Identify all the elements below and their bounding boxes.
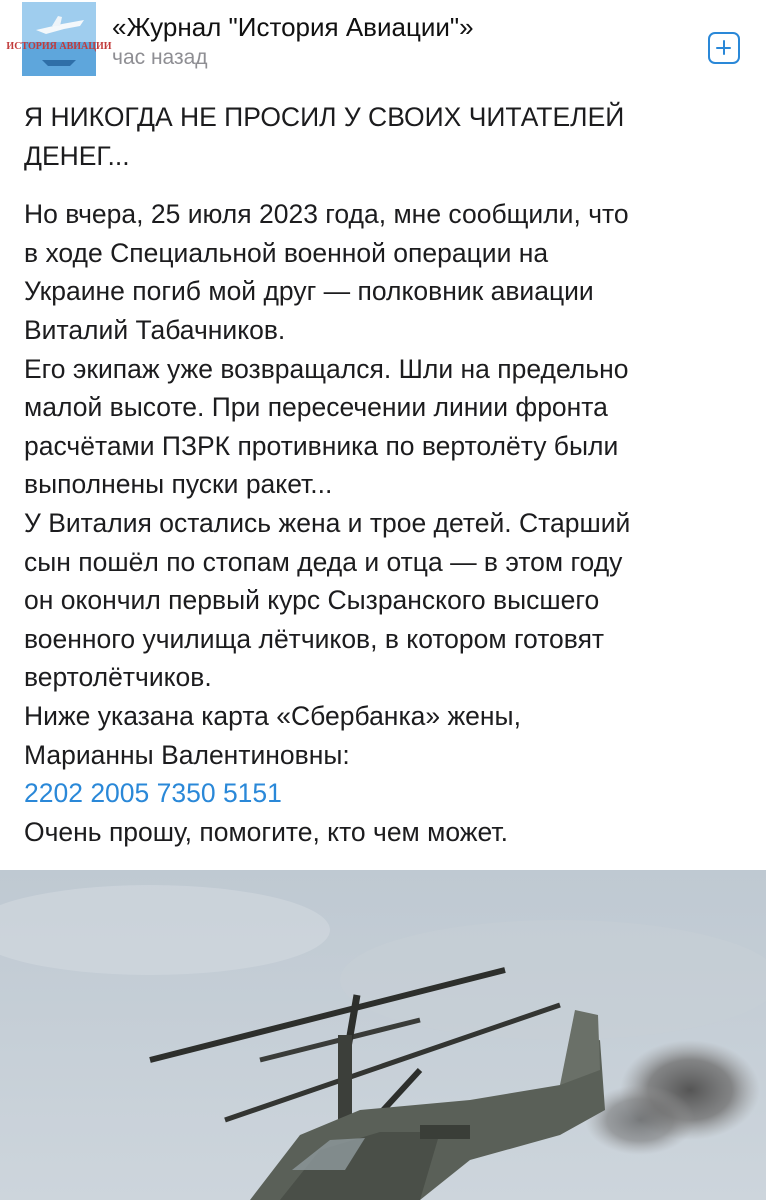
post-body-line: выполнены пуски ракет...: [24, 469, 333, 500]
paragraph-gap: [24, 175, 744, 195]
post-body-line: Его экипаж уже возвращался. Шли на предельно: [24, 353, 629, 384]
helicopter-photo[interactable]: [0, 870, 766, 1200]
post-body-line: в ходе Специальной военной операции на: [24, 237, 549, 268]
post-body-line: он окончил первый курс Сызранского высшего: [24, 585, 600, 616]
post-body-line: расчётами ПЗРК противника по вертолёту были: [24, 430, 619, 461]
channel-avatar[interactable]: [6, 2, 112, 76]
helicopter-illustration: [0, 870, 766, 1200]
post-headline-line: ДЕНЕГ...: [24, 140, 130, 171]
post-headline-line: Я НИКОГДА НЕ ПРОСИЛ У СВОИХ ЧИТАТЕЛЕЙ: [24, 102, 625, 132]
post-body-line: Марианны Валентиновны:: [24, 739, 350, 770]
post-body-line: малой высоте. При пересечении линии фронта: [24, 392, 608, 423]
subscribe-button[interactable]: [708, 32, 740, 64]
post-text: [24, 98, 744, 851]
post-time: час назад: [112, 46, 208, 69]
post-body-line: Ниже указана карта «Сбербанка» жены,: [24, 700, 521, 731]
post-header: [0, 0, 766, 90]
post-closing-line: Очень прошу, помогите, кто чем может.: [24, 816, 508, 847]
post-body-line: Украине погиб мой друг — полковник авиации: [24, 276, 594, 307]
post-body-line: военного училища лётчиков, в котором готовят: [24, 623, 605, 654]
post-body-line: Виталий Табачников.: [24, 314, 286, 345]
post-body-line: вертолётчиков.: [24, 662, 212, 693]
post-body-line: Но вчера, 25 июля 2023 года, мне сообщили, что: [24, 199, 629, 230]
post-body-line: У Виталия остались жена и трое детей. Старший: [24, 507, 631, 538]
aviation-history-logo-icon: [6, 2, 112, 76]
channel-name[interactable]: «Журнал "История Авиации"»: [112, 12, 474, 42]
avatar-logo-text: ИСТОРИЯ АВИАЦИИ: [6, 41, 112, 52]
card-number-link[interactable]: 2202 2005 7350 5151: [24, 778, 282, 809]
post-body-line: сын пошёл по стопам деда и отца — в этом году: [24, 546, 623, 577]
